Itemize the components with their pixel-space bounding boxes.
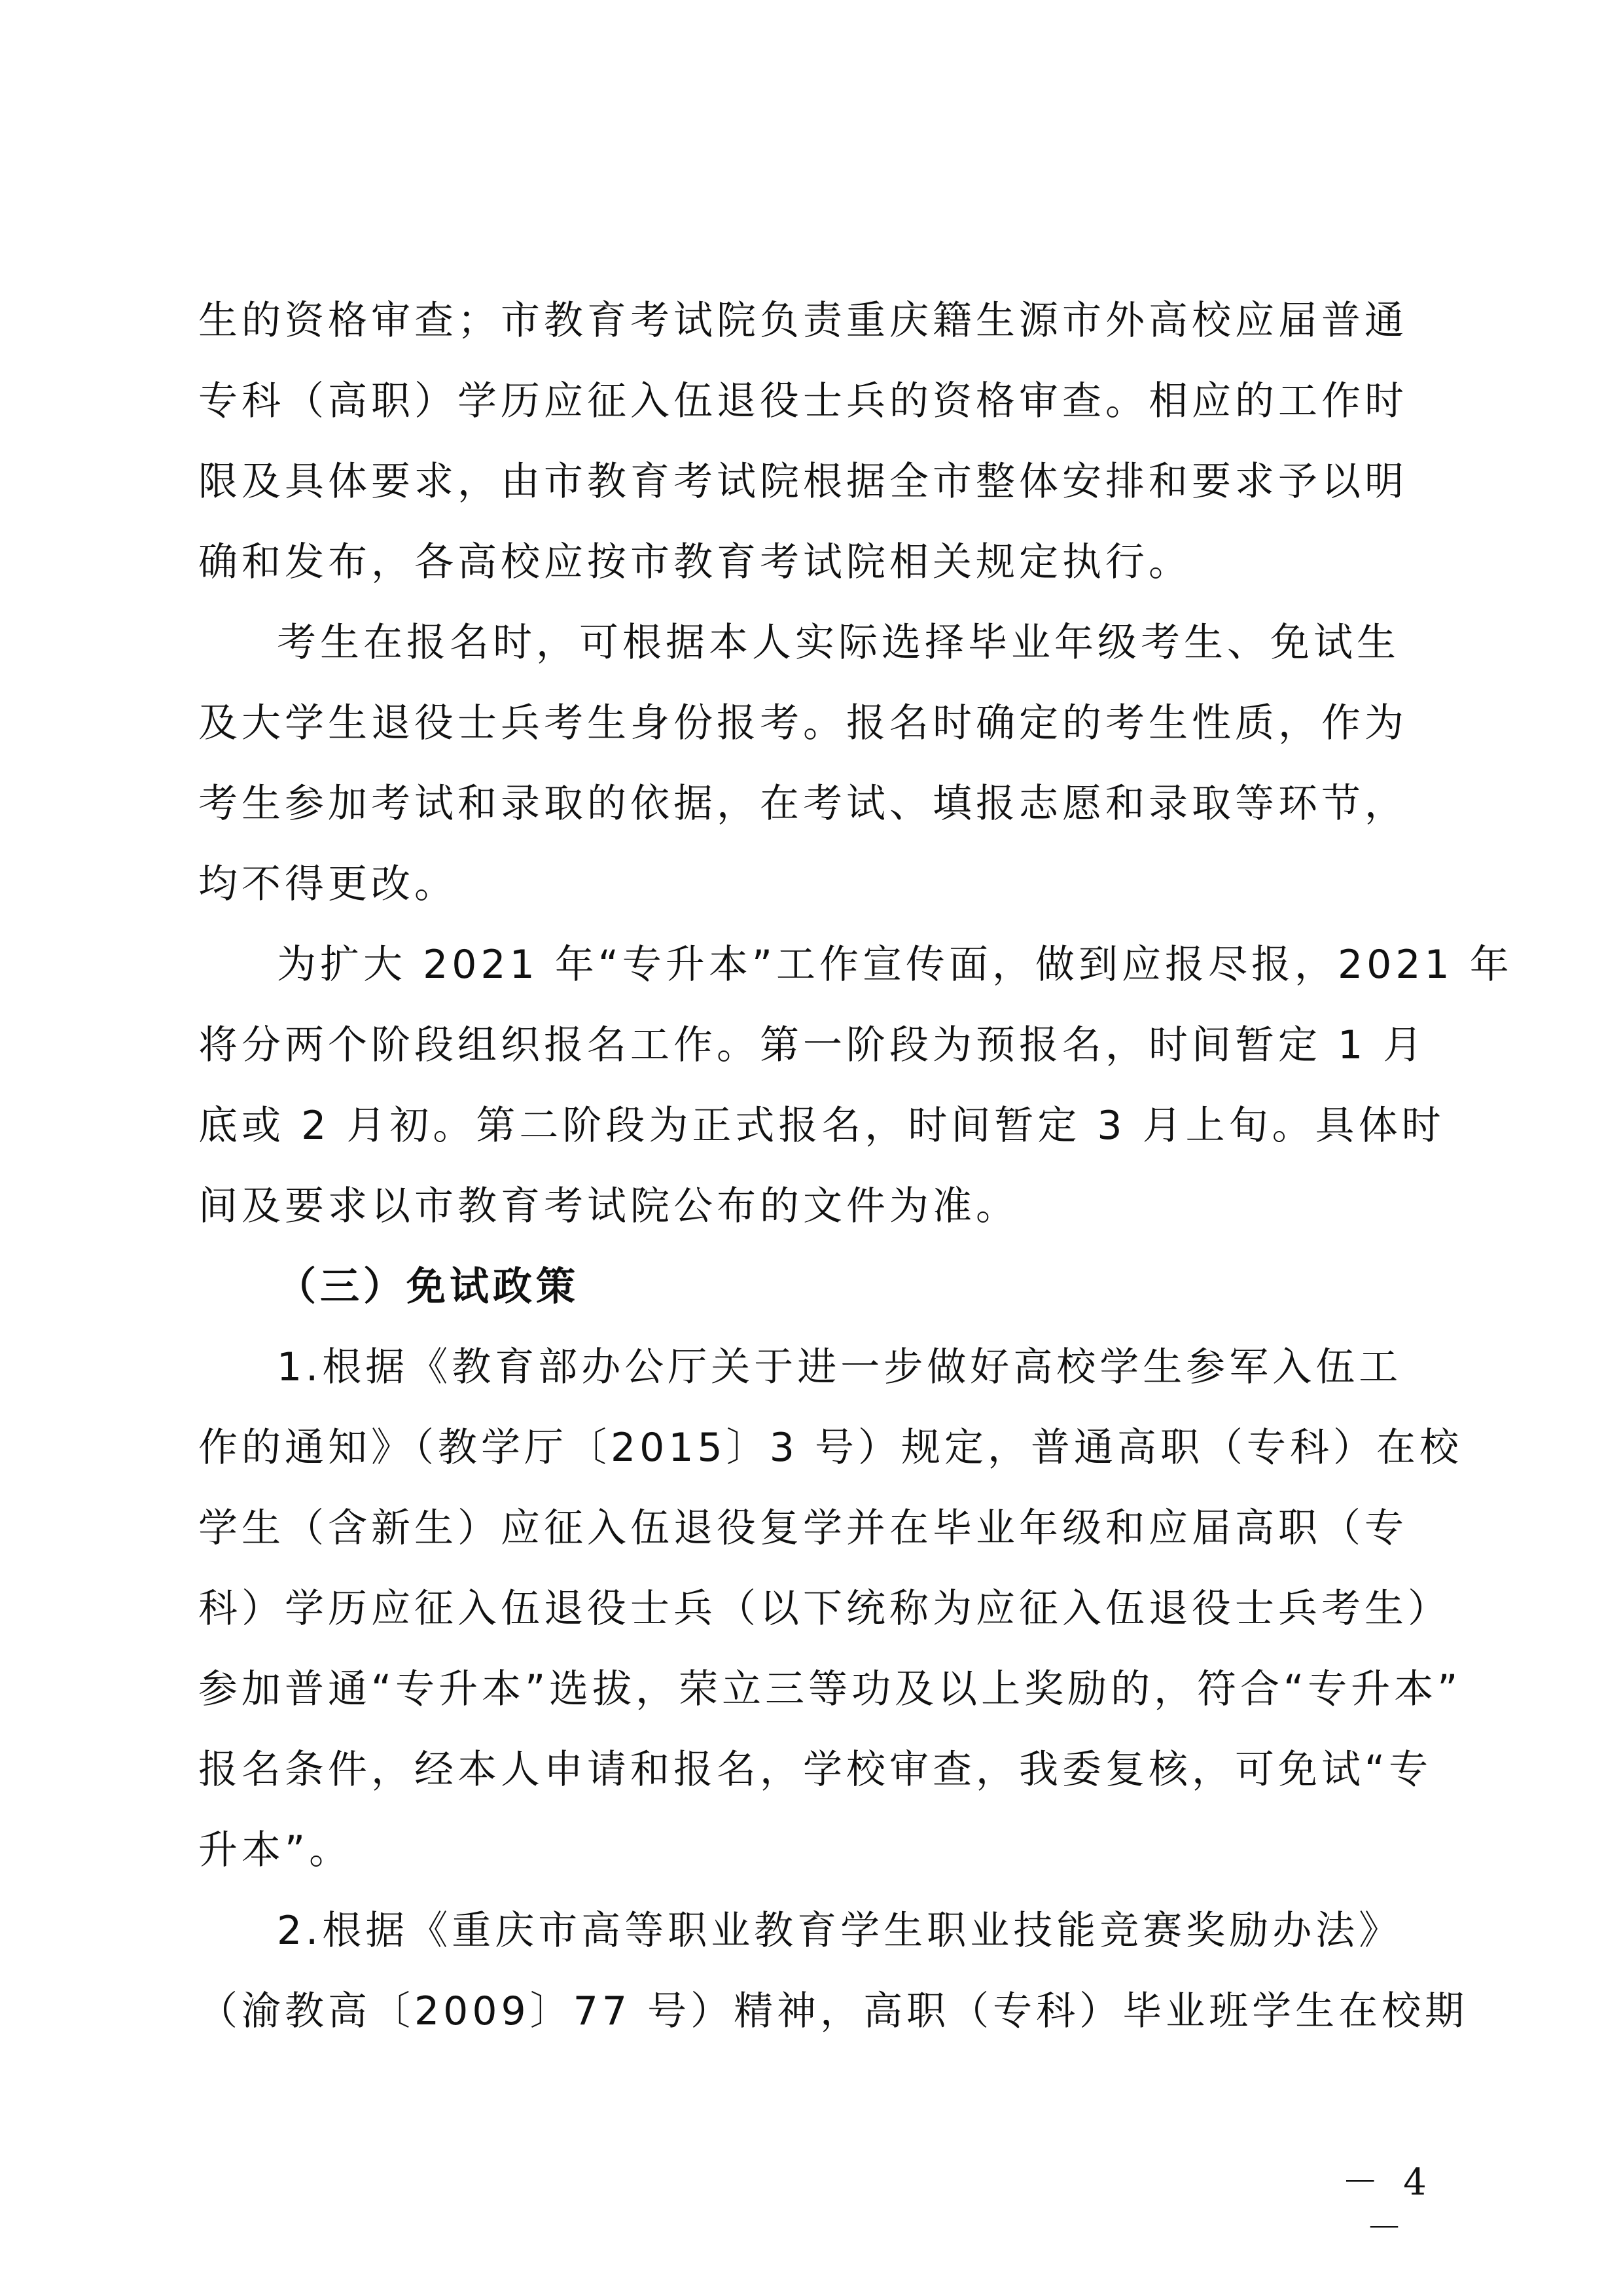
text-line: 为扩大 2021 年“专升本”工作宣传面，做到应报尽报，2021 年: [277, 942, 1513, 988]
text-line: 专科（高职）学历应征入伍退役士兵的资格审查。相应的工作时: [198, 378, 1408, 424]
text-line: 2.根据《重庆市高等职业教育学生职业技能竞赛奖励办法》: [277, 1908, 1402, 1954]
text-line: 均不得更改。: [198, 861, 457, 907]
text-line: 学生（含新生）应征入伍退役复学并在毕业年级和应届高职（专: [198, 1505, 1408, 1551]
text-line: 底或 2 月初。第二阶段为正式报名，时间暂定 3 月上旬。具体时: [198, 1103, 1445, 1149]
page-number: － 4 －: [1342, 2161, 1433, 2250]
text-line: 考生在报名时，可根据本人实际选择毕业年级考生、免试生: [277, 620, 1400, 666]
text-line: 报名条件，经本人申请和报名，学校审查，我委复核，可免试“专: [198, 1747, 1433, 1793]
text-line: 间及要求以市教育考试院公布的文件为准。: [198, 1183, 1019, 1229]
text-line: 确和发布，各高校应按市教育考试院相关规定执行。: [198, 539, 1192, 585]
text-line: 及大学生退役士兵考生身份报考。报名时确定的考生性质，作为: [198, 700, 1408, 746]
text-line: 科）学历应征入伍退役士兵（以下统称为应征入伍退役士兵考生）: [198, 1586, 1451, 1632]
text-line: 考生参加考试和录取的依据，在考试、填报志愿和录取等环节，: [198, 781, 1408, 827]
text-line: 1.根据《教育部办公厅关于进一步做好高校学生参军入伍工: [277, 1344, 1402, 1390]
text-line: 将分两个阶段组织报名工作。第一阶段为预报名，时间暂定 1 月: [198, 1022, 1427, 1068]
section-heading: （三）免试政策: [277, 1264, 579, 1310]
text-line: 参加普通“专升本”选拔，荣立三等功及以上奖励的，符合“专升本”: [198, 1666, 1462, 1712]
text-line: 限及具体要求，由市教育考试院根据全市整体安排和要求予以明: [198, 459, 1408, 505]
text-line: 升本”。: [198, 1827, 353, 1873]
text-line: 作的通知》（教学厅〔2015〕3 号）规定，普通高职（专科）在校: [198, 1425, 1463, 1471]
text-line: 生的资格审查；市教育考试院负责重庆籍生源市外高校应届普通: [198, 298, 1408, 344]
text-line: （渝教高〔2009〕77 号）精神，高职（专科）毕业班学生在校期: [198, 1988, 1469, 2034]
